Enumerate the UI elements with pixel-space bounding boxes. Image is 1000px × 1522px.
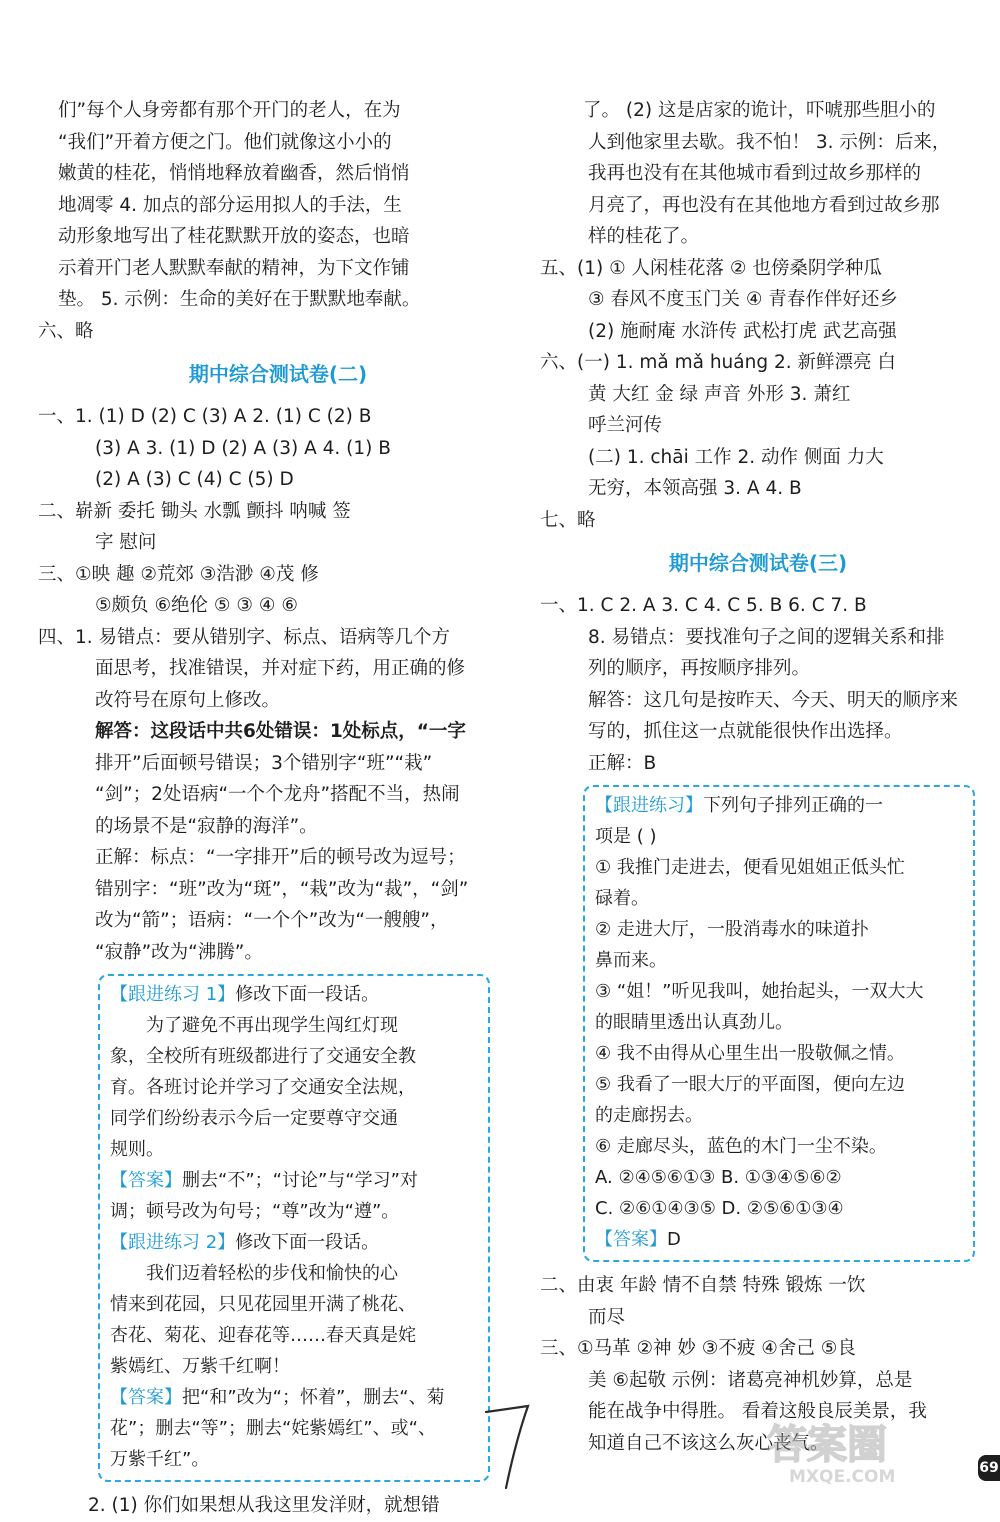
text-line: 碌着。 <box>595 888 649 909</box>
option-line: C. ②⑥①④③⑤ D. ②⑤⑥①③④ <box>595 1198 844 1219</box>
text-line: 样的桂花了。 <box>588 226 700 247</box>
text-line: 们”每个人身旁都有那个开门的老人，在为 <box>58 100 401 121</box>
text-line: (2) 施耐庵 水浒传 武松打虎 武艺高强 <box>588 320 897 342</box>
text-line: 三、①映 趣 ②荒郊 ③浩渺 ④茂 修 <box>38 563 319 585</box>
text-line: (2) A (3) C (4) C (5) D <box>95 469 294 490</box>
left-column <box>38 95 498 1522</box>
practice-tag: 【跟进练习 2】 <box>110 1232 236 1253</box>
text-line: 七、略 <box>540 509 596 531</box>
answer-text: 删去“不”；“讨论”与“学习”对 <box>182 1170 418 1191</box>
right-answers <box>540 590 976 779</box>
text-line: 错别字：“班”改为“斑”，“栽”改为“裁”，“剑” <box>95 878 469 900</box>
text-line: 美 ⑥起敬 示例：诸葛亮神机妙算，总是 <box>588 1369 913 1391</box>
text-line: 字 慰问 <box>95 532 157 553</box>
text-line: 了。 (2) 这是店家的诡计，吓唬那些胆小的 <box>583 100 936 121</box>
left-answers <box>38 401 498 968</box>
text-line: 能在战争中得胜。 看着这般良辰美景，我 <box>588 1401 927 1422</box>
text-line: 六、(一) 1. mǎ mǎ huáng 2. 新鲜漂亮 白 <box>540 352 896 373</box>
text-line: 我们迈着轻松的步伐和愉快的心 <box>146 1263 398 1284</box>
practice-tag: 【跟进练习 1】 <box>110 984 236 1005</box>
text-line: 正解：标点：“一字排开”后的顿号改为逗号； <box>95 847 466 868</box>
practice-tag: 【跟进练习】 <box>595 795 703 816</box>
text-line: 人到他家里去歇。我不怕！ 3. 示例：后来， <box>588 131 951 153</box>
right-para-a <box>540 95 976 536</box>
practice-prompt: 修改下面一段话。 <box>235 984 380 1005</box>
text-line: 的场景不是“寂静的海洋”。 <box>95 815 318 837</box>
answer-text: D <box>667 1229 681 1250</box>
answer-tag: 【答案】 <box>595 1229 667 1250</box>
text-line: 无穷，本领高强 3. A 4. B <box>588 478 802 499</box>
text-line: 五、(1) ① 人闲桂花落 ② 也傍桑阴学种瓜 <box>540 257 882 279</box>
text-line: 黄 大红 金 绿 声音 外形 3. 萧红 <box>588 383 851 405</box>
answer-tag: 【答案】 <box>110 1387 182 1408</box>
left-para-a <box>58 95 498 316</box>
text-line: 为了避免不再出现学生闯红灯现 <box>146 1015 398 1036</box>
right-column <box>540 95 976 1459</box>
text-line: 项是 ( ) <box>595 826 657 847</box>
text-line: 我再也没有在其他城市看到过故乡那样的 <box>588 163 922 184</box>
text-line: 正解：B <box>588 752 657 774</box>
text-line: 动形象地写出了桂花默默开放的姿态，也暗 <box>58 226 410 247</box>
text-line: 写的，抓住这一点就能很快作出选择。 <box>588 721 903 742</box>
text-line: 花”；删去“等”；删去“姹紫嫣红”、或“、 <box>110 1418 436 1439</box>
text-line: 8. 易错点：要找准句子之间的逻辑关系和排 <box>588 626 945 648</box>
text-line: 月亮了，再也没有在其他地方看到过故乡那 <box>588 194 940 216</box>
item-six: 六、略 <box>38 320 94 342</box>
text-line: 知道自己不该这么灰心丧气。 <box>588 1432 829 1454</box>
text-line: 象，全校所有班级都进行了交通安全教 <box>110 1046 416 1067</box>
text-line: “剑”；2处语病“一个个龙舟”搭配不当，热闹 <box>95 784 460 805</box>
text-line: 一、1. C 2. A 3. C 4. C 5. B 6. C 7. B <box>540 595 867 616</box>
text-line: (3) A 3. (1) D (2) A (3) A 4. (1) B <box>95 437 391 459</box>
text-line: 一、1. (1) D (2) C (3) A 2. (1) C (2) B <box>38 406 372 427</box>
section-title-exam-3: 期中综合测试卷(三) <box>668 551 848 575</box>
text-line: 地凋零 4. 加点的部分运用拟人的手法，生 <box>58 194 402 216</box>
text-line: 紫嫣红、万紫千红啊！ <box>110 1356 290 1377</box>
text-line: 育。各班讨论并学习了交通安全法规， <box>110 1077 416 1098</box>
text-line: 呼兰河传 <box>588 415 663 436</box>
practice-box-right <box>583 785 975 1262</box>
handwritten-seven-mark <box>476 1400 556 1492</box>
text-line: ④ 我不由得从心里生出一股敬佩之情。 <box>595 1043 905 1064</box>
text-line: 同学们纷纷表示今后一定要尊守交通 <box>110 1108 398 1129</box>
text-line: 列的顺序，再按顺序排列。 <box>588 658 811 679</box>
text-line: 而尽 <box>588 1306 626 1328</box>
text-line: ⑥ 走廊尽头，蓝色的木门一尘不染。 <box>595 1136 887 1157</box>
text-line: 面思考，找准错误，并对症下药，用正确的修 <box>95 658 466 679</box>
watermark-url: MXQE.COM <box>789 1467 896 1487</box>
text-line: 三、①马革 ②神 妙 ③不疲 ④舍己 ⑤良 <box>540 1338 856 1359</box>
text-line: 调；顿号改为句号；“尊”改为“遵”。 <box>110 1201 400 1222</box>
text-line: 排开”后面顿号错误；3个错别字“班”“栽” <box>95 752 433 774</box>
text-line: “我们”开着方便之门。他们就像这小小的 <box>58 131 392 153</box>
text-line: ② 走进大厅，一股消毒水的味道扑 <box>595 919 869 940</box>
text-line: 改符号在原句上修改。 <box>95 689 281 711</box>
text-line: “寂静”改为“沸腾”。 <box>95 941 263 963</box>
text-line: 示着开门老人默默奉献的精神，为下文作铺 <box>58 257 410 279</box>
text-line: 嫩黄的桂花，悄悄地释放着幽香，然后悄悄 <box>58 163 410 184</box>
answer-tag: 【答案】 <box>110 1170 182 1191</box>
text-line: 2. (1) 你们如果想从我这里发洋财，就想错 <box>88 1495 440 1516</box>
text-line: 改为“箭”；语病：“一个个”改为“一艘艘”， <box>95 910 449 931</box>
text-line: ⑤颇负 ⑥绝伦 ⑤ ③ ④ ⑥ <box>95 595 298 616</box>
page-number: 69 <box>978 1455 1000 1481</box>
text-line: 二、由衷 年龄 情不自禁 特殊 锻炼 一饮 <box>540 1275 866 1296</box>
text-line: 的眼睛里透出认真劲儿。 <box>595 1012 793 1033</box>
text-line: 规则。 <box>110 1139 164 1160</box>
answer-text: 把“和”改为“；怀着”，删去“、菊 <box>182 1387 445 1408</box>
text-line: ⑤ 我看了一眼大厅的平面图，便向左边 <box>595 1074 905 1095</box>
text-line: 鼻而来。 <box>595 950 667 971</box>
practice-prompt: 修改下面一段话。 <box>235 1232 380 1253</box>
text-line: 杏花、菊花、迎春花等……春天真是姹 <box>110 1325 416 1346</box>
practice-prompt: 下列句子排列正确的一 <box>703 795 883 816</box>
text-line: (二) 1. chāi 工作 2. 动作 侧面 力大 <box>588 446 884 468</box>
section-title-exam-2: 期中综合测试卷(二) <box>188 362 368 386</box>
text-line: ① 我推门走进去，便看见姐姐正低头忙 <box>595 857 905 878</box>
text-line: 垫。 5. 示例：生命的美好在于默默地奉献。 <box>58 289 421 310</box>
watermark-logo <box>759 1418 974 1488</box>
text-line: ③ “姐！”听见我叫，她抬起头，一双大大 <box>595 981 924 1002</box>
text-line: 解答：这段话中共6处错误：1处标点，“一字 <box>95 721 466 742</box>
text-line: 二、崭新 委托 锄头 水瓢 颤抖 呐喊 签 <box>38 500 351 522</box>
text-line: 万紫千红”。 <box>110 1449 210 1470</box>
text-line: 的走廊拐去。 <box>595 1105 703 1126</box>
text-line: ③ 春风不度玉门关 ④ 青春作伴好还乡 <box>588 289 898 310</box>
text-line: 解答：这几句是按昨天、今天、明天的顺序来 <box>588 689 959 711</box>
text-line: 四、1. 易错点：要从错别字、标点、语病等几个方 <box>38 626 451 648</box>
text-line: 情来到花园，只见花园里开满了桃花、 <box>110 1294 416 1315</box>
watermark-title: 答案圈 <box>767 1422 887 1468</box>
practice-box-left <box>98 974 490 1482</box>
option-line: A. ②④⑤⑥①③ B. ①③④⑤⑥② <box>595 1167 842 1188</box>
